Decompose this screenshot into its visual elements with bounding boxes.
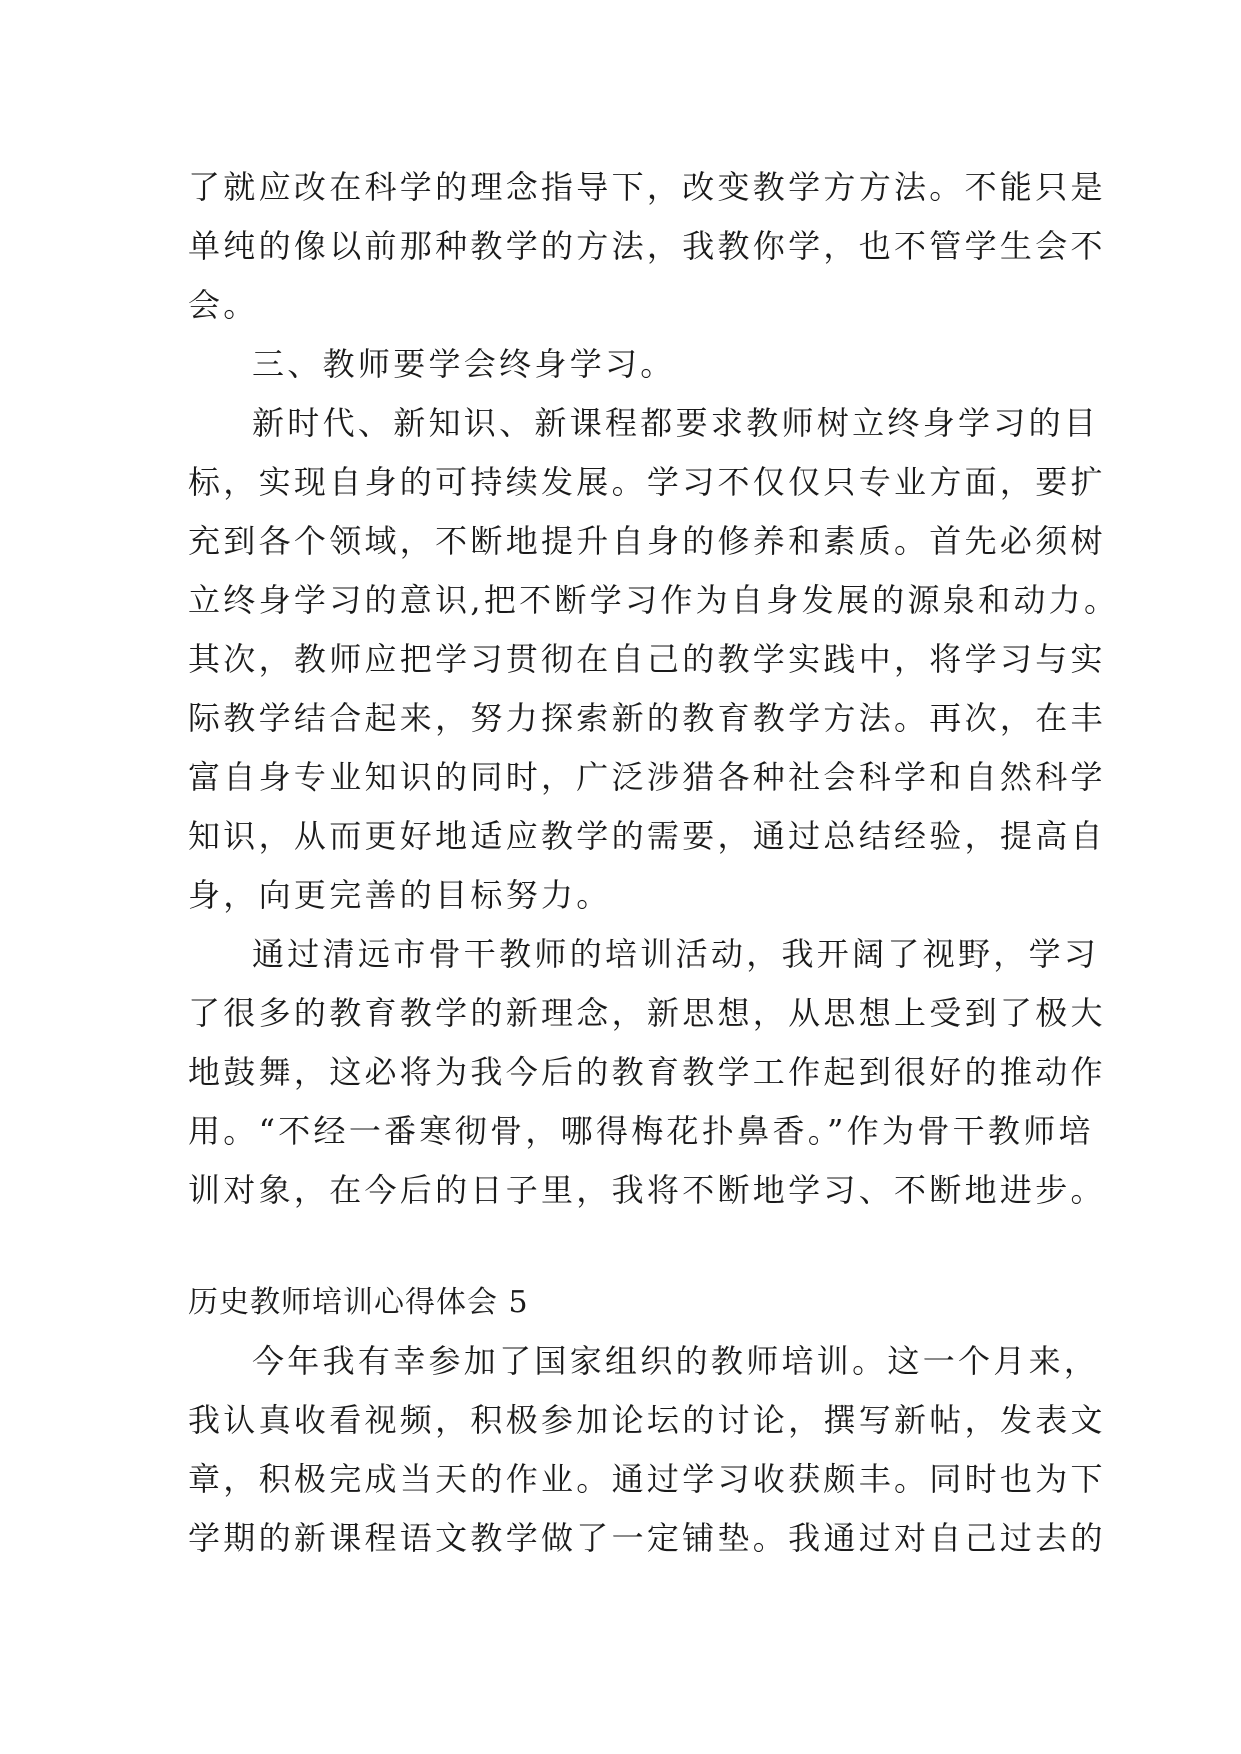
text-line: 地鼓舞，这必将为我今后的教育教学工作起到很好的推动作 (188, 1053, 1106, 1091)
text-line: 标，实现自身的可持续发展。学习不仅仅只专业方面，要扩 (188, 463, 1106, 501)
text-line: 单纯的像以前那种教学的方法，我教你学，也不管学生会不 (188, 227, 1106, 265)
text-line: 了就应改在科学的理念指导下，改变教学方方法。不能只是 (188, 168, 1106, 206)
paragraph (188, 394, 1120, 925)
text-line: 章，积极完成当天的作业。通过学习收获颇丰。同时也为下 (188, 1460, 1106, 1498)
heading-text: 历史教师培训心得体会 5 (188, 1285, 529, 1320)
text-line: 学期的新课程语文教学做了一定铺垫。我通过对自己过去的 (188, 1519, 1106, 1557)
text-line: 通过清远市骨干教师的培训活动，我开阔了视野，学习 (252, 935, 1100, 973)
text-line: 立终身学习的意识,把不断学习作为自身发展的源泉和动力。 (188, 581, 1120, 619)
paragraph (188, 158, 1106, 335)
paragraph (188, 335, 1068, 394)
section-heading (188, 1273, 1068, 1332)
paragraph (188, 1332, 1106, 1568)
text-line: 了很多的教育教学的新理念，新思想，从思想上受到了极大 (188, 994, 1106, 1032)
text-line: 训对象，在今后的日子里，我将不断地学习、不断地进步。 (188, 1171, 1106, 1209)
text-line: 新时代、新知识、新课程都要求教师树立终身学习的目 (252, 404, 1100, 442)
text-line: 充到各个领域，不断地提升自身的修养和素质。首先必须树 (188, 522, 1106, 560)
text-line: 我认真收看视频，积极参加论坛的讨论，撰写新帖，发表文 (188, 1401, 1106, 1439)
text-line: 其次，教师应把学习贯彻在自己的教学实践中，将学习与实 (188, 640, 1106, 678)
text-line: 会。 (188, 286, 259, 324)
text-line: 知识，从而更好地适应教学的需要，通过总结经验，提高自 (188, 817, 1106, 855)
text-line: 用。“不经一番寒彻骨，哪得梅花扑鼻香。”作为骨干教师培 (188, 1112, 1094, 1150)
text-line: 际教学结合起来，努力探索新的教育教学方法。再次，在丰 (188, 699, 1106, 737)
document-body (188, 158, 1120, 1568)
text-line: 三、教师要学会终身学习。 (252, 345, 676, 383)
text-line: 富自身专业知识的同时，广泛涉猎各种社会科学和自然科学 (188, 758, 1106, 796)
text-line: 身，向更完善的目标努力。 (188, 876, 612, 914)
paragraph (188, 925, 1106, 1220)
text-line: 今年我有幸参加了国家组织的教师培训。这一个月来， (252, 1342, 1100, 1380)
section-gap (188, 1220, 1068, 1273)
